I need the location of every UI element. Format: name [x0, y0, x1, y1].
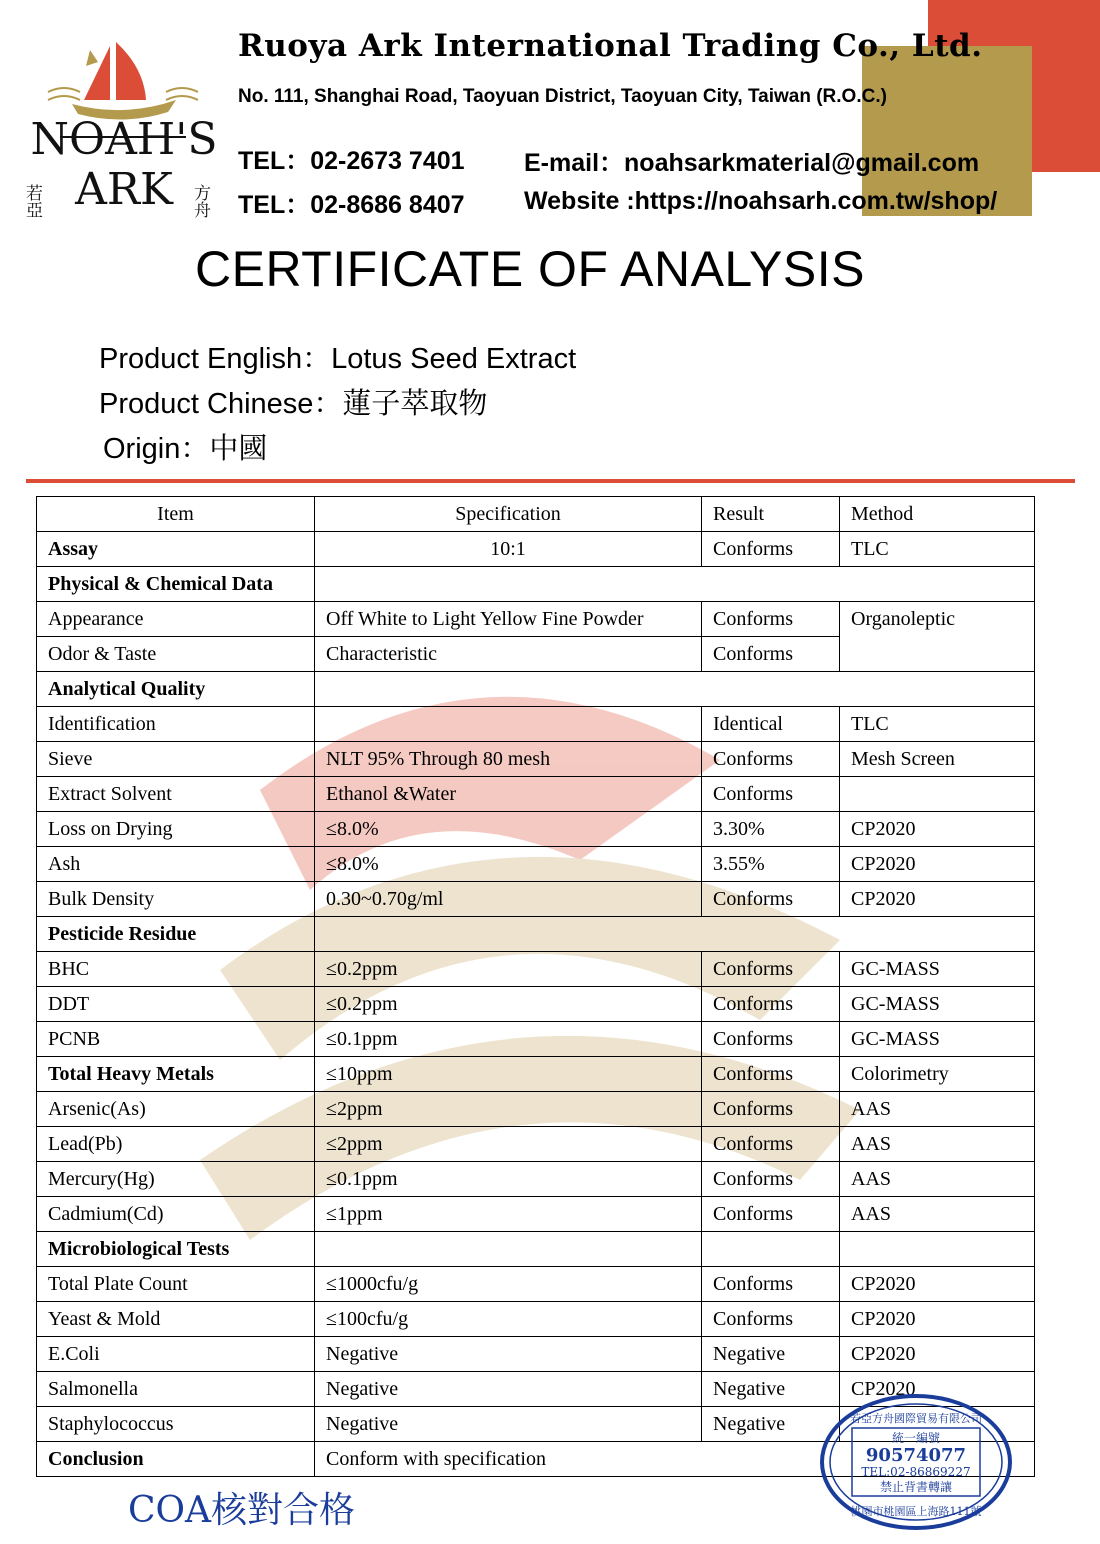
- seal-company-text: 若亞方舟國際貿易有限公司: [850, 1412, 982, 1425]
- item-cell: Staphylococcus: [37, 1407, 315, 1442]
- section-row: [37, 1232, 1035, 1267]
- company-seal: [818, 1392, 1014, 1532]
- spec-cell: ≤1ppm: [315, 1197, 702, 1232]
- table-row: [37, 1302, 1035, 1337]
- method-cell: Organoleptic: [840, 602, 1035, 672]
- item-cell: PCNB: [37, 1022, 315, 1057]
- conclusion-cell: Conform with specification: [315, 1442, 1035, 1477]
- product-english: Product English：Lotus Seed Extract: [99, 343, 577, 375]
- method-cell: CP2020: [840, 882, 1035, 917]
- method-cell: AAS: [840, 1092, 1035, 1127]
- table-row: [37, 1092, 1035, 1127]
- item-cell: Mercury(Hg): [37, 1162, 315, 1197]
- section-spacer: [315, 917, 1035, 952]
- seal-tax-id: 90574077: [865, 1445, 967, 1466]
- table-row: [37, 742, 1035, 777]
- table-row: [37, 847, 1035, 882]
- header-result: Result: [702, 497, 840, 532]
- spec-cell: Negative: [315, 1407, 702, 1442]
- item-cell: Bulk Density: [37, 882, 315, 917]
- coa-check-note: COA核對合格: [128, 1490, 356, 1531]
- method-cell: CP2020: [840, 1302, 1035, 1337]
- method-cell: AAS: [840, 1197, 1035, 1232]
- table-row: [37, 952, 1035, 987]
- spec-cell: ≤2ppm: [315, 1127, 702, 1162]
- spec-cell: 10:1: [315, 532, 702, 567]
- logo-text-bottom: ARK: [75, 164, 173, 215]
- method-cell: TLC: [840, 707, 1035, 742]
- method-cell: CP2020: [840, 812, 1035, 847]
- header-specification: Specification: [315, 497, 702, 532]
- spec-cell: ≤10ppm: [315, 1057, 702, 1092]
- logo-cjk-right: 方舟: [190, 184, 210, 218]
- method-cell: AAS: [840, 1127, 1035, 1162]
- company-logo: [22, 38, 222, 228]
- method-cell: [840, 777, 1035, 812]
- table-row: [37, 1337, 1035, 1372]
- result-cell: Conforms: [702, 532, 840, 567]
- table-row: [37, 1267, 1035, 1302]
- section-row: [37, 672, 1035, 707]
- spec-cell: Characteristic: [315, 637, 702, 672]
- item-cell: Arsenic(As): [37, 1092, 315, 1127]
- item-cell: E.Coli: [37, 1337, 315, 1372]
- phone-1: TEL：02-2673 7401: [238, 147, 465, 175]
- company-name: Ruoya Ark International Trading Co., Ltd.: [238, 28, 983, 64]
- spec-cell: ≤0.2ppm: [315, 952, 702, 987]
- method-cell: Mesh Screen: [840, 742, 1035, 777]
- result-cell: Conforms: [702, 742, 840, 777]
- section-label: Pesticide Residue: [37, 917, 315, 952]
- item-cell: Identification: [37, 707, 315, 742]
- logo-cjk-left: 若亞: [22, 184, 42, 218]
- item-cell: Total Heavy Metals: [37, 1057, 315, 1092]
- spec-cell: [315, 1232, 702, 1267]
- result-cell: Conforms: [702, 1057, 840, 1092]
- table-row: [37, 602, 1035, 637]
- spec-cell: ≤2ppm: [315, 1092, 702, 1127]
- spec-cell: Negative: [315, 1337, 702, 1372]
- item-cell: Appearance: [37, 602, 315, 637]
- item-cell: Assay: [37, 532, 315, 567]
- result-cell: Conforms: [702, 602, 840, 637]
- spec-cell: ≤8.0%: [315, 847, 702, 882]
- ark-icon: [48, 42, 198, 120]
- table-row: [37, 812, 1035, 847]
- table-row: [37, 882, 1035, 917]
- seal-phone: TEL:02-86869227: [861, 1465, 971, 1479]
- spec-cell: ≤0.2ppm: [315, 987, 702, 1022]
- item-cell: DDT: [37, 987, 315, 1022]
- item-cell: Conclusion: [37, 1442, 315, 1477]
- table-row: [37, 707, 1035, 742]
- item-cell: Ash: [37, 847, 315, 882]
- seal-address: 桃園市桃園區上海路111號: [850, 1505, 982, 1518]
- section-row: [37, 567, 1035, 602]
- section-label: Physical & Chemical Data: [37, 567, 315, 602]
- method-cell: GC-MASS: [840, 1022, 1035, 1057]
- result-cell: Conforms: [702, 1022, 840, 1057]
- result-cell: [702, 1232, 840, 1267]
- table-row: [37, 1127, 1035, 1162]
- header-item: Item: [37, 497, 315, 532]
- result-cell: Conforms: [702, 952, 840, 987]
- result-cell: Conforms: [702, 1127, 840, 1162]
- spec-cell: Ethanol &Water: [315, 777, 702, 812]
- method-cell: GC-MASS: [840, 952, 1035, 987]
- spec-cell: ≤0.1ppm: [315, 1022, 702, 1057]
- table-row: [37, 532, 1035, 567]
- item-cell: Sieve: [37, 742, 315, 777]
- spec-cell: ≤1000cfu/g: [315, 1267, 702, 1302]
- result-cell: Conforms: [702, 1302, 840, 1337]
- phone-2: TEL：02-8686 8407: [238, 191, 465, 219]
- seal-label-text: 統一編號: [891, 1431, 941, 1445]
- spec-cell: Off White to Light Yellow Fine Powder: [315, 602, 702, 637]
- item-cell: Cadmium(Cd): [37, 1197, 315, 1232]
- method-cell: GC-MASS: [840, 987, 1035, 1022]
- item-cell: Yeast & Mold: [37, 1302, 315, 1337]
- item-cell: BHC: [37, 952, 315, 987]
- result-cell: 3.55%: [702, 847, 840, 882]
- method-cell: CP2020: [840, 847, 1035, 882]
- result-cell: Negative: [702, 1372, 840, 1407]
- spec-cell: ≤8.0%: [315, 812, 702, 847]
- item-cell: Total Plate Count: [37, 1267, 315, 1302]
- method-cell: CP2020: [840, 1372, 1035, 1407]
- spec-cell: 0.30~0.70g/ml: [315, 882, 702, 917]
- section-label: Microbiological Tests: [37, 1232, 315, 1267]
- analysis-table: [36, 496, 1035, 1477]
- section-label: Analytical Quality: [37, 672, 315, 707]
- item-cell: Extract Solvent: [37, 777, 315, 812]
- result-cell: Conforms: [702, 882, 840, 917]
- result-cell: Conforms: [702, 777, 840, 812]
- spec-cell: Negative: [315, 1372, 702, 1407]
- seal-note: 禁止背書轉讓: [879, 1480, 953, 1494]
- result-cell: Negative: [702, 1407, 840, 1442]
- section-spacer: [315, 672, 1035, 707]
- product-chinese: Product Chinese：蓮子萃取物: [99, 388, 488, 420]
- method-cell: CP2020: [840, 1337, 1035, 1372]
- result-cell: Conforms: [702, 1092, 840, 1127]
- result-cell: Negative: [702, 1337, 840, 1372]
- result-cell: Conforms: [702, 987, 840, 1022]
- method-cell: TLC: [840, 532, 1035, 567]
- document-title: CERTIFICATE OF ANALYSIS: [195, 241, 865, 297]
- logo-text-top: NOAH'S: [30, 114, 218, 165]
- result-cell: Conforms: [702, 637, 840, 672]
- result-cell: Conforms: [702, 1197, 840, 1232]
- table-row: [37, 777, 1035, 812]
- website-text[interactable]: Website :https://noahsarh.com.tw/shop/: [524, 187, 998, 215]
- table-header-row: [37, 497, 1035, 532]
- section-row: [37, 917, 1035, 952]
- result-cell: 3.30%: [702, 812, 840, 847]
- table-row: [37, 1162, 1035, 1197]
- method-cell: CP2020: [840, 1267, 1035, 1302]
- table-row: [37, 987, 1035, 1022]
- table-row: [37, 1057, 1035, 1092]
- email-text[interactable]: E-mail：noahsarkmaterial@gmail.com: [524, 149, 980, 177]
- spec-cell: NLT 95% Through 80 mesh: [315, 742, 702, 777]
- table-row: [37, 1022, 1035, 1057]
- item-cell: Salmonella: [37, 1372, 315, 1407]
- method-cell: Colorimetry: [840, 1057, 1035, 1092]
- company-address: No. 111, Shanghai Road, Taoyuan District, Taoyuan City, Taiwan (R.O.C.): [238, 86, 887, 107]
- section-spacer: [315, 567, 1035, 602]
- item-cell: Odor & Taste: [37, 637, 315, 672]
- result-cell: Conforms: [702, 1162, 840, 1197]
- spec-cell: ≤100cfu/g: [315, 1302, 702, 1337]
- method-cell: AAS: [840, 1162, 1035, 1197]
- result-cell: Conforms: [702, 1267, 840, 1302]
- item-cell: Loss on Drying: [37, 812, 315, 847]
- item-cell: Lead(Pb): [37, 1127, 315, 1162]
- table-row: [37, 1197, 1035, 1232]
- spec-cell: [315, 707, 702, 742]
- spec-cell: ≤0.1ppm: [315, 1162, 702, 1197]
- result-cell: Identical: [702, 707, 840, 742]
- method-cell: [840, 1232, 1035, 1267]
- header-method: Method: [840, 497, 1035, 532]
- header-divider: [26, 479, 1075, 483]
- product-origin: Origin：中國: [103, 433, 268, 465]
